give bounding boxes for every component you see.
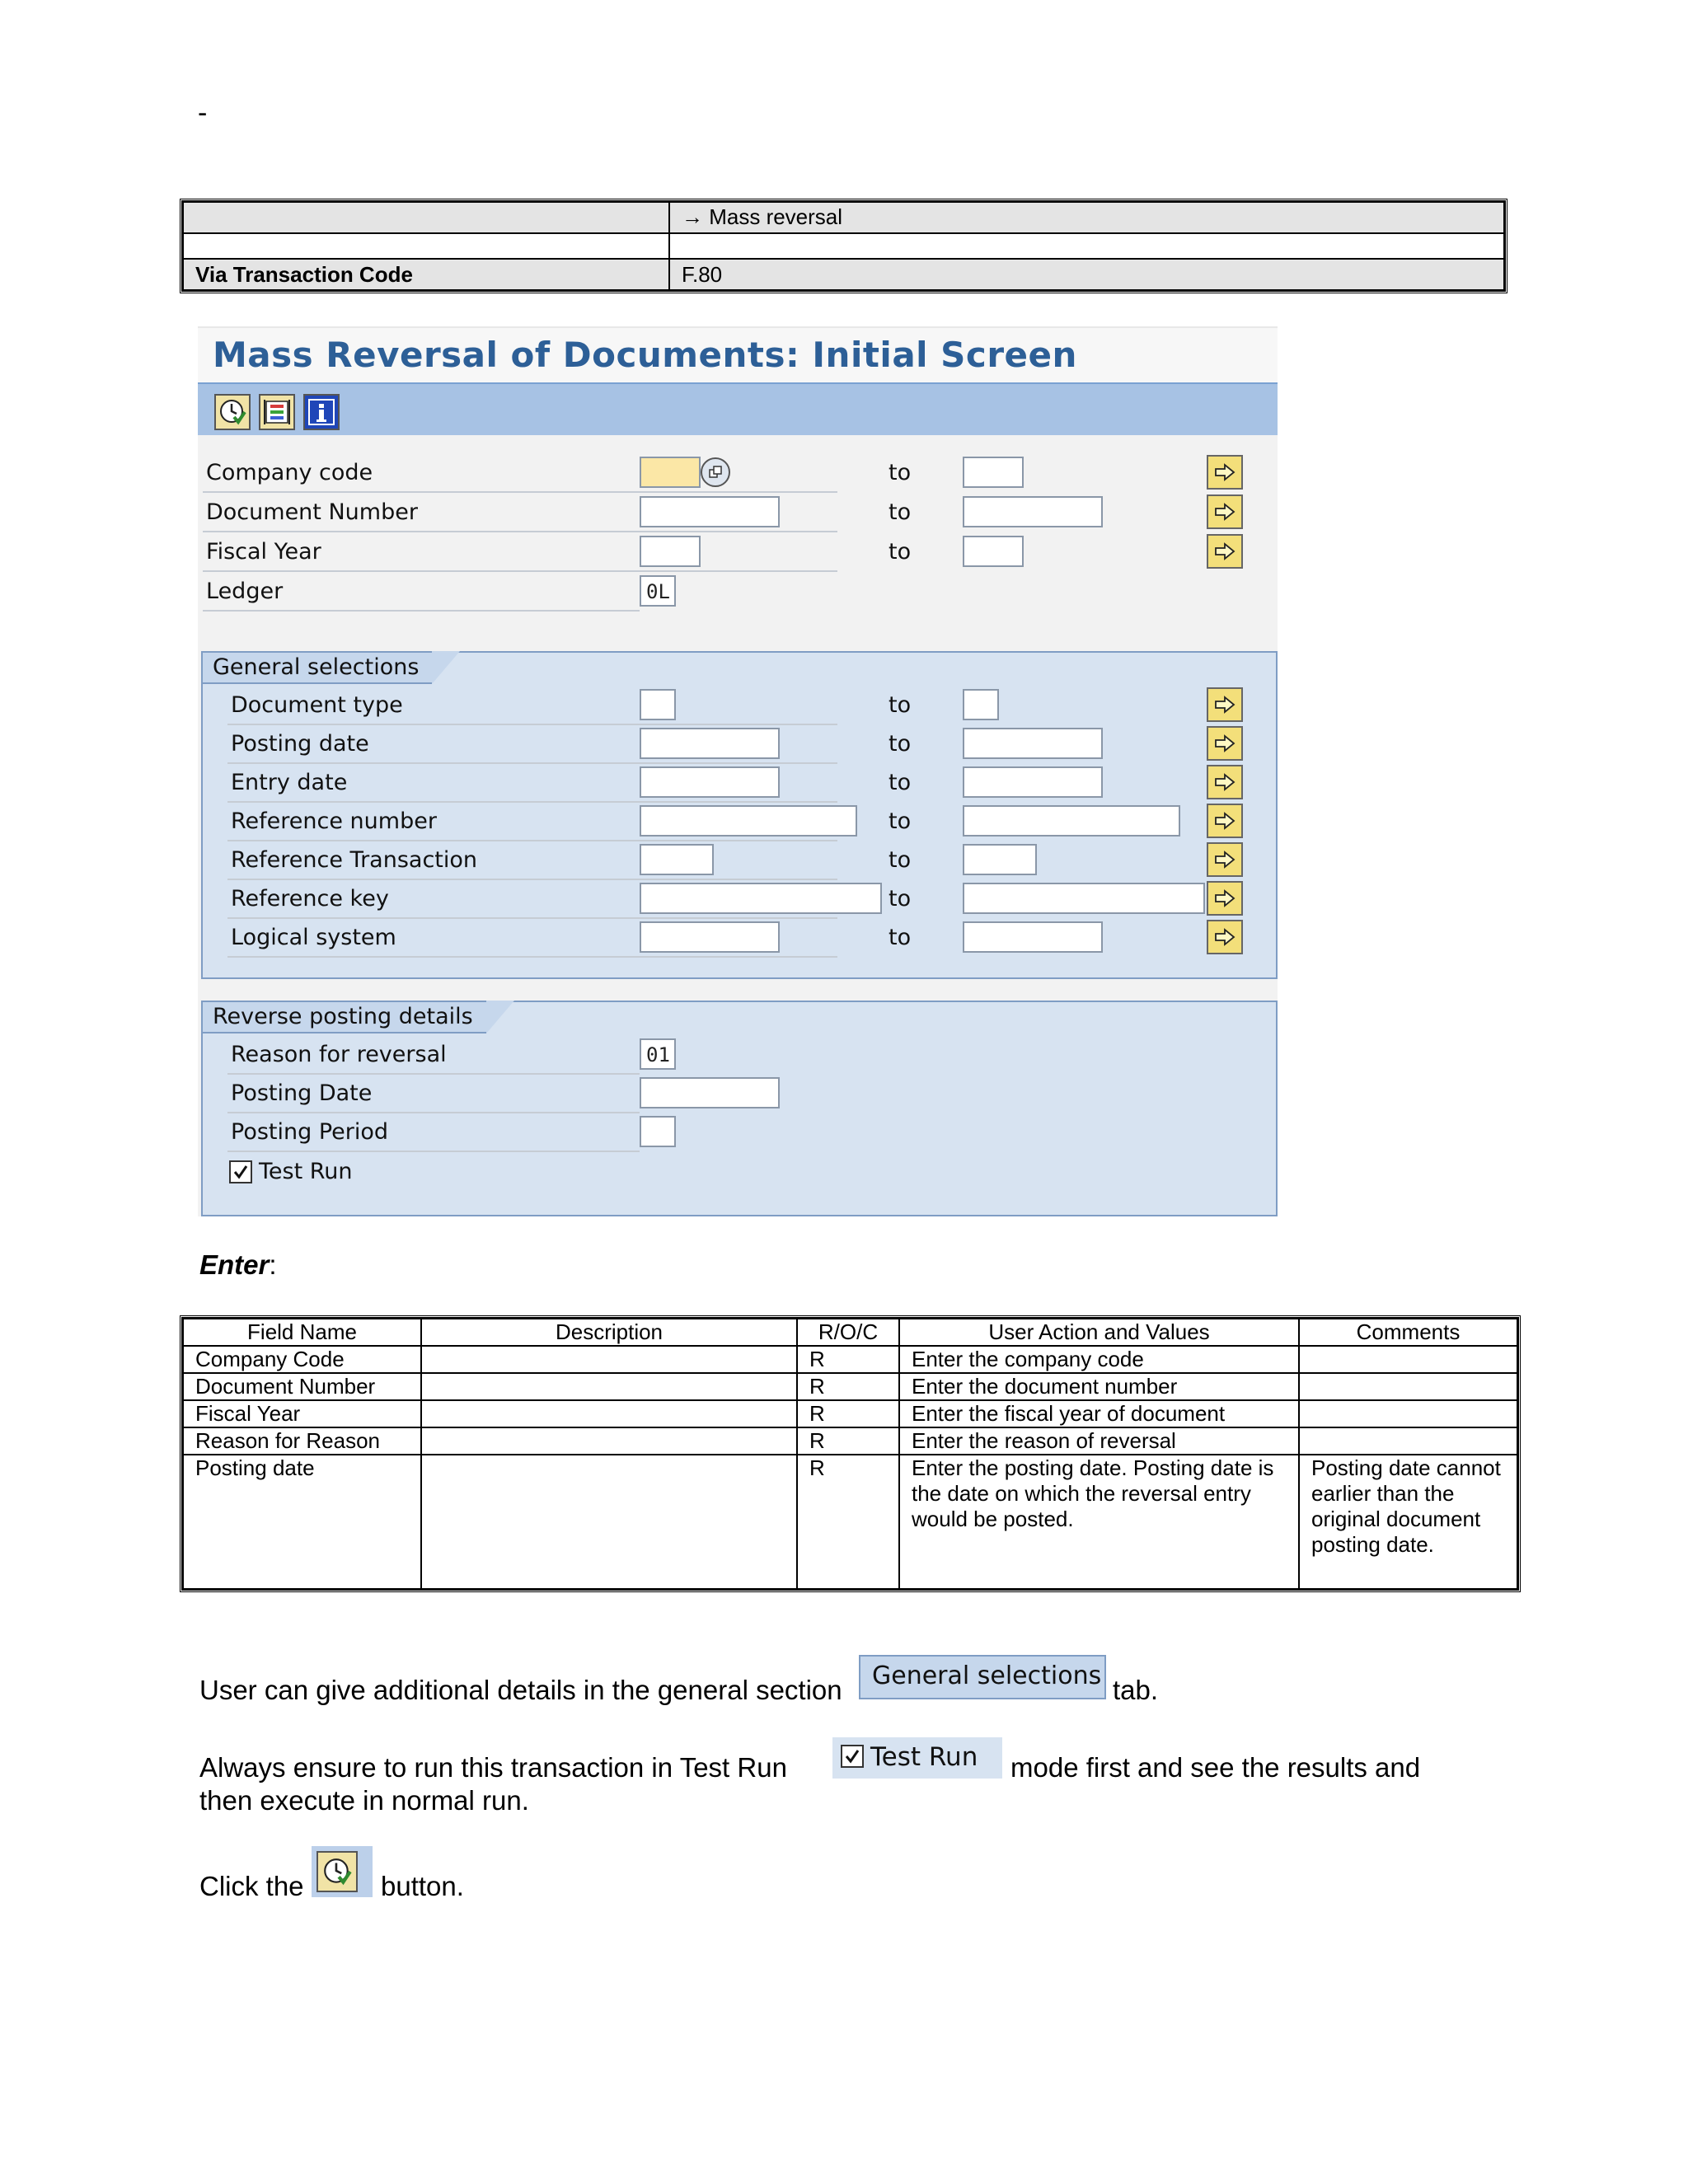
- execute-button-snippet: [312, 1846, 373, 1897]
- document-number-to-input[interactable]: [963, 496, 1103, 527]
- reason-for-reversal-label: Reason for reversal: [231, 1042, 447, 1067]
- reference-transaction-from-input[interactable]: [640, 844, 714, 875]
- multiple-selection-button[interactable]: [1207, 804, 1243, 838]
- multiple-selection-button[interactable]: [1207, 726, 1243, 761]
- multiple-selection-button[interactable]: [1207, 842, 1243, 877]
- application-toolbar: [198, 384, 1278, 435]
- to-label: to: [889, 847, 912, 873]
- arrow-right-icon: [1213, 811, 1236, 831]
- to-label: to: [889, 539, 912, 565]
- table-header: Field Name: [183, 1319, 421, 1346]
- company-code-from-input[interactable]: [640, 457, 701, 488]
- screen-title-bar: [198, 326, 1278, 386]
- via-transaction-label: Via Transaction Code: [183, 259, 669, 290]
- arrow-right-icon: [1213, 502, 1236, 522]
- transaction-code: F.80: [669, 259, 1504, 290]
- arrow-right-icon: [1213, 772, 1236, 792]
- posting-date-from-input[interactable]: [640, 728, 780, 759]
- general-selections-tab-snippet: General selections: [859, 1655, 1106, 1699]
- selection-options-button[interactable]: [259, 394, 295, 430]
- selection-screen-body: [198, 435, 1278, 1216]
- test-run-text-end: mode first and see the results and: [1010, 1752, 1421, 1783]
- to-label: to: [889, 731, 912, 757]
- field-values-table: [180, 1315, 1521, 1592]
- multiple-selection-button[interactable]: [1207, 687, 1243, 722]
- reverse-posting-details-tab[interactable]: Reverse posting details: [201, 1001, 486, 1033]
- click-text-end: button.: [381, 1871, 464, 1901]
- multiple-selection-button[interactable]: [1207, 494, 1243, 529]
- multiple-selection-button[interactable]: [1207, 881, 1243, 916]
- multiple-selection-button[interactable]: [1207, 920, 1243, 954]
- ledger-label: Ledger: [206, 579, 284, 604]
- arrow-right-icon: [1213, 850, 1236, 869]
- to-label: to: [889, 808, 912, 834]
- fiscal-year-label: Fiscal Year: [206, 539, 321, 565]
- information-button[interactable]: [303, 394, 340, 430]
- general-selections-tab[interactable]: General selections: [201, 651, 432, 684]
- test-run-checkbox[interactable]: [229, 1160, 252, 1183]
- table-header: R/O/C: [797, 1319, 899, 1346]
- arrow-right-icon: [1213, 695, 1236, 715]
- reference-transaction-to-input[interactable]: [963, 844, 1037, 875]
- reference-number-to-input[interactable]: [963, 805, 1180, 837]
- general-section-text-end: tab.: [1113, 1675, 1159, 1705]
- entry-date-to-input[interactable]: [963, 766, 1103, 798]
- table-row: Company Code R Enter the company code: [183, 1346, 1517, 1373]
- posting-period-label: Posting Period: [231, 1119, 389, 1145]
- document-type-to-input[interactable]: [963, 689, 999, 720]
- to-label: to: [889, 692, 912, 718]
- test-run-text: Always ensure to run this transaction in Test Run: [199, 1752, 787, 1783]
- table-row: Posting date R Enter the posting date. Posting date is the date on which the reversal entry would be posted. Posting date cannot earlier than the original document posting date.: [183, 1455, 1517, 1589]
- document-number-label: Document Number: [206, 499, 418, 525]
- entry-date-label: Entry date: [231, 770, 348, 795]
- posting-period-input[interactable]: [640, 1116, 676, 1147]
- table-row: Fiscal Year R Enter the fiscal year of document: [183, 1400, 1517, 1427]
- company-code-to-input[interactable]: [963, 457, 1024, 488]
- to-label: to: [889, 770, 912, 795]
- company-code-label: Company code: [206, 460, 373, 485]
- reference-key-label: Reference key: [231, 886, 389, 912]
- multiple-selection-button[interactable]: [1207, 455, 1243, 490]
- to-label: to: [889, 886, 912, 912]
- test-run-snippet: Test Run: [832, 1737, 1002, 1779]
- menu-path: → Mass reversal: [669, 202, 1504, 233]
- reason-for-reversal-input[interactable]: 01: [640, 1038, 676, 1070]
- reference-key-to-input[interactable]: [963, 883, 1205, 914]
- click-text: Click the: [199, 1871, 304, 1901]
- arrow-right-icon: [1213, 462, 1236, 482]
- table-header: User Action and Values: [899, 1319, 1299, 1346]
- to-label: to: [889, 460, 912, 485]
- enter-heading: Enter:: [199, 1249, 277, 1280]
- fiscal-year-to-input[interactable]: [963, 536, 1024, 567]
- to-label: to: [889, 925, 912, 950]
- reference-transaction-label: Reference Transaction: [231, 847, 478, 873]
- test-run-text-line2: then execute in normal run.: [199, 1785, 529, 1816]
- multiple-selection-button[interactable]: [1207, 534, 1243, 569]
- reference-key-from-input[interactable]: [640, 883, 882, 914]
- value-help-button[interactable]: [701, 457, 730, 487]
- table-header: Comments: [1299, 1319, 1517, 1346]
- test-run-checkbox-snippet: [841, 1745, 864, 1768]
- screen-title: Mass Reversal of Documents: Initial Screen: [213, 335, 1077, 375]
- reference-number-from-input[interactable]: [640, 805, 857, 837]
- document-type-from-input[interactable]: [640, 689, 676, 720]
- sap-mass-reversal-screen: [198, 326, 1278, 1216]
- to-label: to: [889, 499, 912, 525]
- value-help-icon: [707, 464, 724, 480]
- execute-icon: [218, 397, 247, 427]
- reference-number-label: Reference number: [231, 808, 437, 834]
- information-icon: [307, 397, 336, 427]
- ledger-input[interactable]: 0L: [640, 575, 676, 607]
- posting-date-label: Posting Date: [231, 1080, 373, 1106]
- arrow-right-icon: [1213, 927, 1236, 947]
- general-section-text: User can give additional details in the general section: [199, 1675, 842, 1705]
- logical-system-to-input[interactable]: [963, 921, 1103, 953]
- table-row: Reason for Reason R Enter the reason of reversal: [183, 1427, 1517, 1455]
- test-run-label: Test Run: [259, 1159, 353, 1184]
- arrow-right-icon: [1213, 888, 1236, 908]
- document-type-label: Document type: [231, 692, 403, 718]
- arrow-right-icon: [1213, 541, 1236, 561]
- checkmark-icon: [232, 1163, 250, 1181]
- navigation-table: [180, 199, 1507, 293]
- posting-date-to-input[interactable]: [963, 728, 1103, 759]
- selection-options-icon: [262, 397, 292, 427]
- table-row: Document Number R Enter the document number: [183, 1373, 1517, 1400]
- execute-button[interactable]: [214, 394, 251, 430]
- fiscal-year-from-input[interactable]: [640, 536, 701, 567]
- checkmark-icon: [843, 1747, 861, 1765]
- execute-icon: [321, 1856, 353, 1887]
- reverse-posting-details-group: [201, 1001, 1278, 1216]
- posting-date-input[interactable]: [640, 1077, 780, 1108]
- posting-date-label: Posting date: [231, 731, 369, 757]
- stray-dash: -: [198, 97, 208, 129]
- arrow-right-icon: [1213, 733, 1236, 753]
- table-header: Description: [421, 1319, 797, 1346]
- logical-system-from-input[interactable]: [640, 921, 780, 953]
- entry-date-from-input[interactable]: [640, 766, 780, 798]
- multiple-selection-button[interactable]: [1207, 765, 1243, 799]
- document-number-from-input[interactable]: [640, 496, 780, 527]
- logical-system-label: Logical system: [231, 925, 396, 950]
